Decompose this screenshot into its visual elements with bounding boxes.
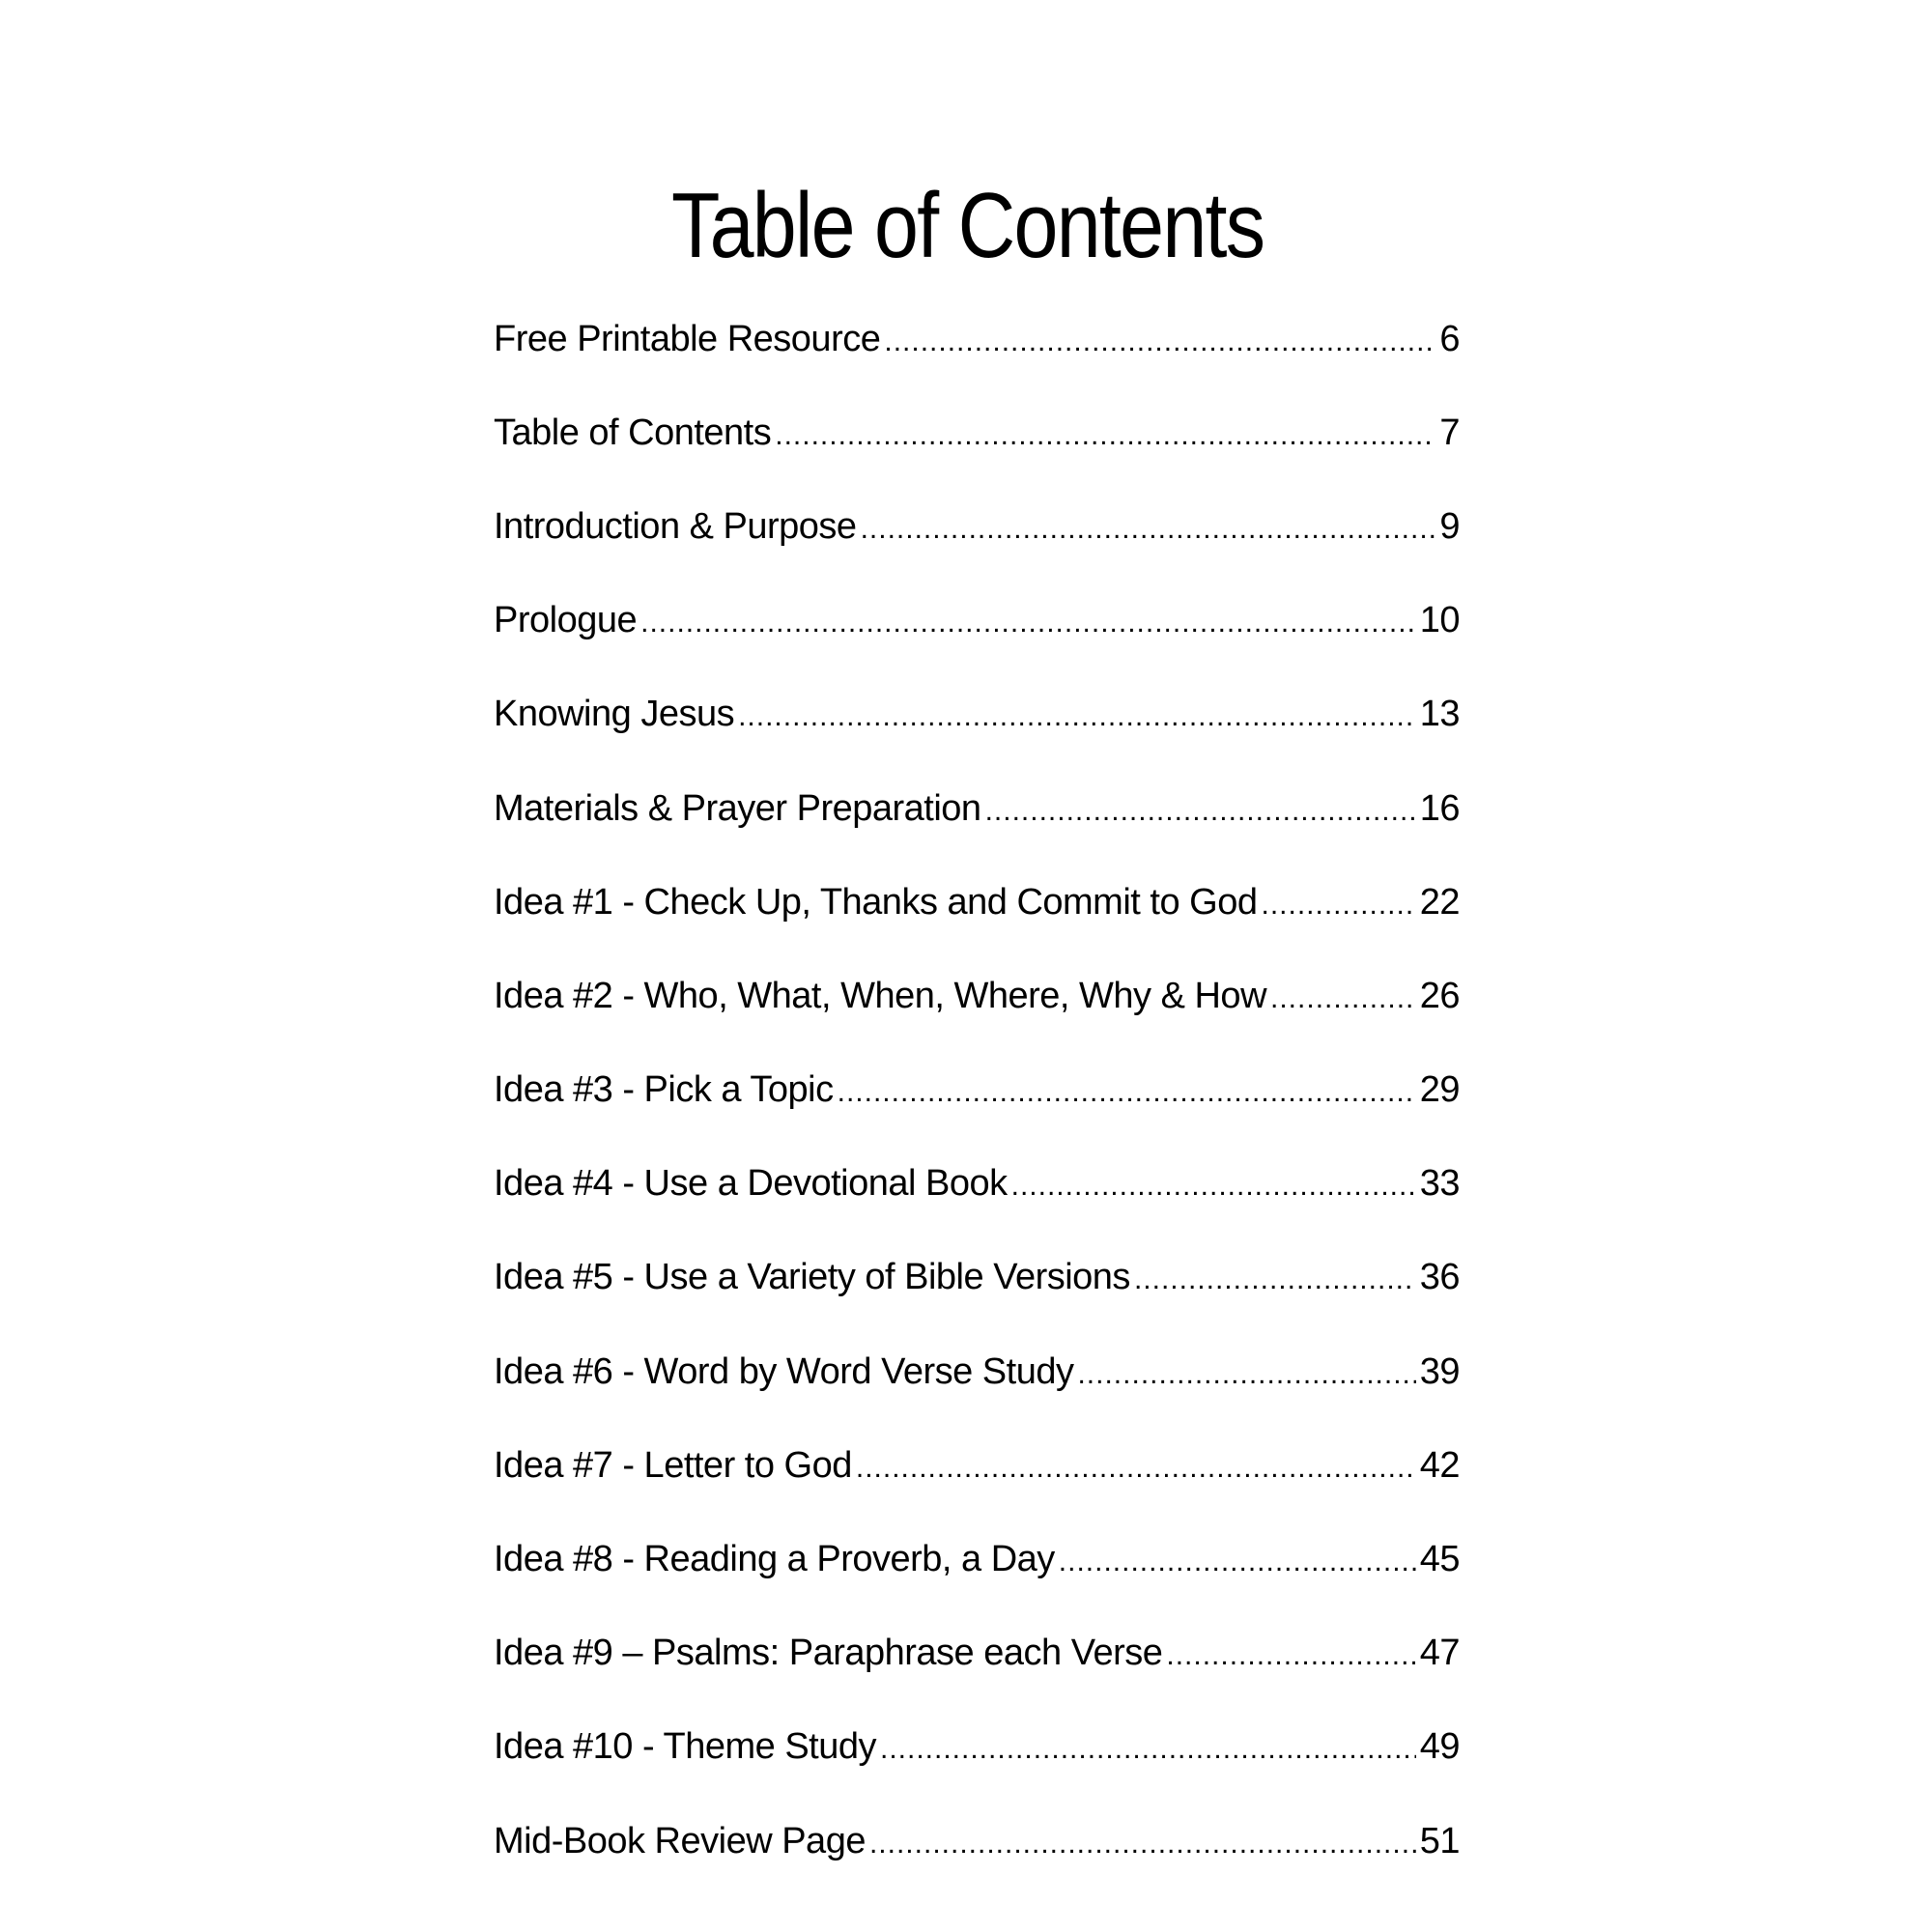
toc-entry-page: 45	[1419, 1539, 1460, 1580]
toc-entry-label: Idea #4 - Use a Devotional Book	[494, 1163, 1008, 1205]
toc-entry-label: Idea #1 - Check Up, Thanks and Commit to God	[494, 881, 1258, 923]
toc-entry	[494, 574, 1460, 668]
toc-dot-leader	[856, 1454, 1416, 1483]
toc-entry-label: Free Printable Resource	[494, 318, 881, 359]
toc-entry	[494, 1043, 1460, 1137]
toc-entry-label: Prologue	[494, 600, 638, 641]
toc-dot-leader	[1077, 1360, 1415, 1389]
toc-entry	[494, 1512, 1460, 1605]
toc-entry-page: 39	[1419, 1350, 1460, 1392]
toc-entry-page: 10	[1419, 600, 1460, 641]
toc-entry	[494, 949, 1460, 1042]
toc-entry-label: Mid-Book Review Page	[494, 1820, 866, 1861]
toc-entry-page: 26	[1419, 975, 1460, 1016]
toc-dot-leader	[1270, 984, 1416, 1013]
toc-entry-page: 36	[1419, 1257, 1460, 1298]
toc-entry-page: 16	[1419, 787, 1460, 829]
toc-dot-leader	[1261, 891, 1415, 920]
toc-entry-label: Idea #10 - Theme Study	[494, 1726, 876, 1768]
toc-entry	[494, 385, 1460, 479]
toc-entry	[494, 855, 1460, 949]
toc-entry-label: Idea #5 - Use a Variety of Bible Versions	[494, 1257, 1130, 1298]
toc-entry	[494, 1700, 1460, 1794]
toc-entry	[494, 1606, 1460, 1700]
toc-dot-leader	[1166, 1641, 1415, 1670]
toc-entry-page: 7	[1439, 412, 1460, 453]
toc-entry-page: 13	[1419, 694, 1460, 735]
page-title: Table of Contents	[671, 174, 1264, 278]
toc-dot-leader	[1134, 1265, 1416, 1294]
toc-entry-label: Idea #3 - Pick a Topic	[494, 1069, 834, 1111]
toc-entry-page: 22	[1419, 881, 1460, 923]
toc-entry	[494, 761, 1460, 855]
toc-dot-leader	[985, 797, 1416, 826]
toc-entry-label: Idea #2 - Who, What, When, Where, Why & How	[494, 975, 1267, 1016]
toc-entry-page: 42	[1419, 1444, 1460, 1486]
toc-dot-leader	[861, 515, 1436, 544]
toc-dot-leader	[1011, 1172, 1416, 1201]
toc-entry	[494, 292, 1460, 385]
toc-dot-leader	[869, 1830, 1416, 1859]
toc-dot-leader	[1059, 1548, 1416, 1577]
toc-entry	[494, 479, 1460, 573]
toc-entry-page: 9	[1439, 505, 1460, 547]
toc-entry	[494, 1137, 1460, 1231]
toc-entry-page: 49	[1419, 1726, 1460, 1768]
toc-entry	[494, 1324, 1460, 1418]
toc-dot-leader	[640, 609, 1416, 638]
toc-entry	[494, 1231, 1460, 1324]
toc-dot-leader	[880, 1735, 1416, 1764]
toc-dot-leader	[738, 702, 1416, 731]
toc-entry-label: Idea #6 - Word by Word Verse Study	[494, 1350, 1074, 1392]
toc-entry-page: 29	[1419, 1069, 1460, 1111]
toc-dot-leader	[884, 327, 1435, 356]
toc-dot-leader	[838, 1078, 1416, 1107]
toc-entry-label: Idea #7 - Letter to God	[494, 1444, 852, 1486]
toc-entry-page: 47	[1419, 1633, 1460, 1674]
toc-entry-label: Introduction & Purpose	[494, 505, 857, 547]
toc-entry	[494, 1794, 1460, 1888]
table-of-contents-list	[494, 292, 1460, 1888]
toc-entry-label: Table of Contents	[494, 412, 772, 453]
toc-entry-label: Idea #9 – Psalms: Paraphrase each Verse	[494, 1633, 1163, 1674]
toc-entry-page: 33	[1419, 1163, 1460, 1205]
toc-entry-page: 6	[1439, 318, 1460, 359]
toc-entry-label: Materials & Prayer Preparation	[494, 787, 981, 829]
toc-entry-label: Idea #8 - Reading a Proverb, a Day	[494, 1539, 1055, 1580]
toc-entry	[494, 1418, 1460, 1512]
toc-entry-label: Knowing Jesus	[494, 694, 735, 735]
toc-entry-page: 51	[1419, 1820, 1460, 1861]
toc-entry	[494, 668, 1460, 761]
toc-dot-leader	[775, 421, 1435, 450]
